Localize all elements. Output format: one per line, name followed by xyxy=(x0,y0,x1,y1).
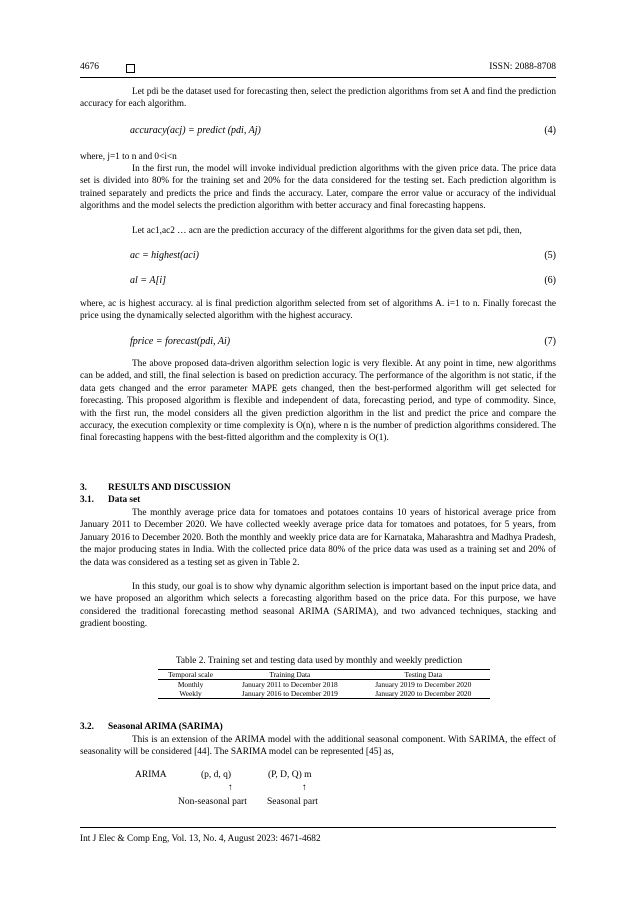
equation-4-text: accuracy(acj) = predict (pdi, Aj) xyxy=(130,125,261,136)
section-3-1-heading xyxy=(80,495,140,505)
section-3-number: 3. xyxy=(80,483,87,493)
issn: ISSN: 2088-8708 xyxy=(489,62,556,72)
table-header-cell: Training Data xyxy=(223,670,356,680)
equation-6-number: (6) xyxy=(544,275,556,286)
sarima-seasonal-label: Seasonal part xyxy=(267,797,318,807)
sarima-seasonal-term: (P, D, Q) m xyxy=(268,770,312,780)
table-row xyxy=(158,689,490,699)
paragraph-sarima: This is an extension of the ARIMA model with the additional seasonal component. With SARIMA, the effect of seasonality will be considered [44]. The SARIMA model can be represented [45] as, xyxy=(80,735,556,758)
up-arrow-icon: ↑ xyxy=(228,783,233,793)
section-3-title: RESULTS AND DISCUSSION xyxy=(108,483,231,493)
equation-4 xyxy=(130,125,556,136)
table-2 xyxy=(158,669,490,699)
table-header-row xyxy=(158,670,490,680)
footer-citation: Int J Elec & Comp Eng, Vol. 13, No. 4, August 2023: 4671-4682 xyxy=(80,834,321,844)
sarima-nonseasonal-label: Non-seasonal part xyxy=(178,797,247,807)
paragraph-accuracy-def: Let ac1,ac2 … acn are the prediction accuracy of the different algorithms for the given data set pdi, then, xyxy=(132,226,522,236)
table-cell: January 2011 to December 2018 xyxy=(241,680,338,689)
up-arrow-icon: ↑ xyxy=(302,783,307,793)
table-cell: January 2016 to December 2019 xyxy=(223,689,356,699)
equation-5 xyxy=(130,250,556,261)
section-3-heading xyxy=(80,483,231,493)
paragraph-dataset: The monthly average price data for tomatoes and potatoes contains 10 years of historical average price from January 2011 to December 2020. We have collected weekly average price data for tomatoes and potatoes, for 5 years, from January 2016 to December 2020. Both the monthly and weekly price data are for Karnataka, Maharashtra and Madhya Pradesh, the major producing states in India. With the collected price data 80% of the price data was used as a training set and 20% of the data was considered as a testing set as given in Table 2. xyxy=(80,508,556,568)
table-row xyxy=(158,680,490,690)
paragraph-intro: Let pdi be the dataset used for forecasting then, select the prediction algorithms from set A and find the prediction accuracy for each algorithm. xyxy=(80,87,556,110)
equation-6-text: al = A[i] xyxy=(130,275,167,286)
table-header-cell: Temporal scale xyxy=(158,670,223,680)
equation-7 xyxy=(130,336,556,347)
equation-5-text: ac = highest(aci) xyxy=(130,250,199,261)
footer-rule xyxy=(80,827,556,828)
paragraph-goal: In this study, our goal is to show why dynamic algorithm selection is important based on the input price data, and we have proposed an algorithm which selects a forecasting algorithm based on the price data. For this purpose, we have considered the traditional forecasting method seasonal ARIMA (SARIMA), and two advanced techniques, stacking and gradient boosting. xyxy=(80,582,556,630)
paragraph-where-ac: where, ac is highest accuracy. al is final prediction algorithm selected from set of algorithms A. i=1 to n. Finally forecast the price using the dynamically selected algorithm with the highest accuracy. xyxy=(80,299,556,322)
equation-7-number: (7) xyxy=(544,336,556,347)
equation-6 xyxy=(130,275,556,286)
table-cell: January 2020 to December 2020 xyxy=(357,689,490,699)
section-3-1-title: Data set xyxy=(108,495,141,505)
section-3-2-number: 3.2. xyxy=(80,722,94,732)
table-header-cell: Testing Data xyxy=(357,670,490,680)
where-clause-1: where, j=1 to n and 0<i<n xyxy=(80,152,177,162)
section-3-2-title: Seasonal ARIMA (SARIMA) xyxy=(108,722,223,732)
table-cell: Monthly xyxy=(177,680,204,689)
table-cell: Weekly xyxy=(158,689,223,699)
paragraph-first-run: In the first run, the model will invoke individual prediction algorithms with the given price data. The price data set is divided into 80% for the training set and 20% for the data considered for the testing set. Each prediction algorithm is trained separately and predicts the price and finds the accuracy. Later, compare the error value or accuracy of the individual algorithms and the model selects the prediction algorithm with better accuracy and final forecasting happens. xyxy=(80,164,556,212)
paragraph-selection-logic: The above proposed data-driven algorithm selection logic is very flexible. At any point in time, new algorithms can be added, and still, the final selection is based on prediction accuracy. The performance of the algorithm is not static, if the data gets changed and the error parameter MAPE gets changed, then the best-performed algorithm will get selected for forecasting. This proposed algorithm is flexible and independent of data, forecasting period, and type of commodity. Since, with the first run, the model considers all the given prediction algorithm in the list and predict the price and compare the accuracy, the execution complexity or time complexity is O(n), where n is the number of prediction algorithms considered. The final forecasting happens with the best-fitted algorithm and the complexity is O(1). xyxy=(80,359,556,444)
table-cell: January 2019 to December 2020 xyxy=(375,680,472,689)
table-2-caption: Table 2. Training set and testing data used by monthly and weekly prediction xyxy=(175,656,463,666)
page-number: 4676 xyxy=(80,62,99,72)
equation-5-number: (5) xyxy=(544,250,556,261)
header-rule xyxy=(80,77,556,78)
section-3-1-number: 3.1. xyxy=(80,495,94,505)
sarima-arima-label: ARIMA xyxy=(135,770,167,780)
equation-4-number: (4) xyxy=(544,125,556,136)
section-3-2-heading xyxy=(80,722,223,732)
equation-7-text: fprice = forecast(pdi, Ai) xyxy=(130,336,231,347)
header-box-icon xyxy=(126,64,135,73)
sarima-nonseasonal-term: (p, d, q) xyxy=(201,770,232,780)
